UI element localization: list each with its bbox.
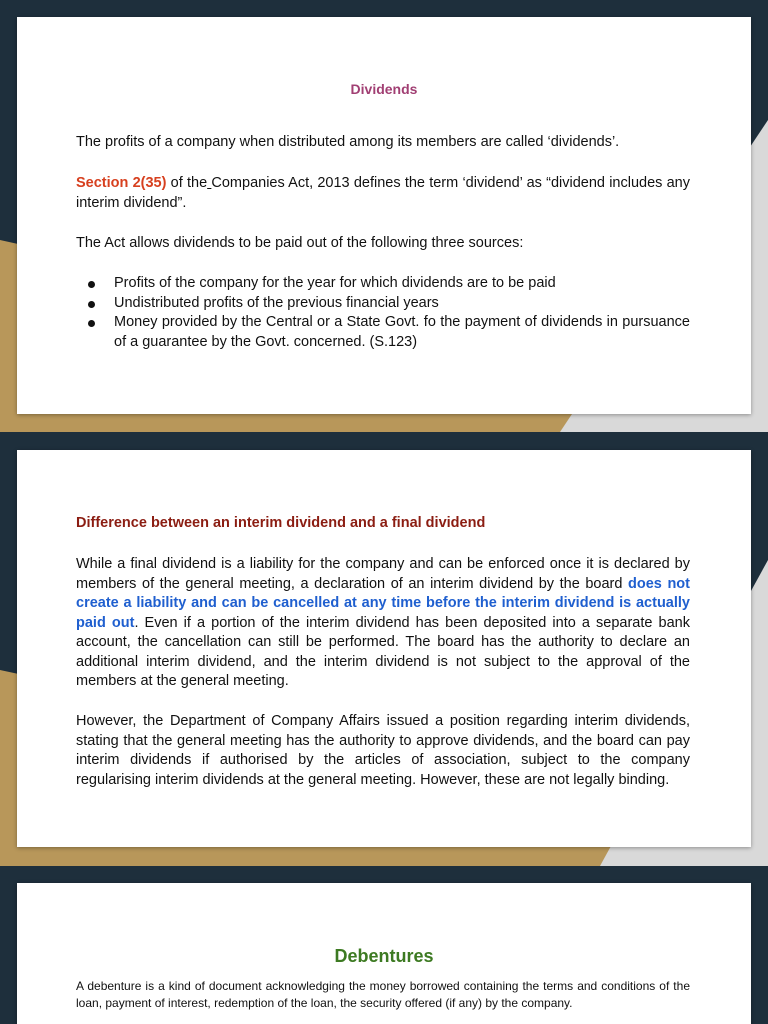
list-item: Money provided by the Central or a State Govt. fo the payment of dividends in pursuance of a guarantee by the Govt. concerned. (S.123) [76,313,690,352]
section-reference: Section 2(35) [76,175,167,191]
section-paragraph [76,174,690,213]
debenture-definition: A debenture is a kind of document acknowledging the money borrowed containing the terms and conditions of the loan, payment of interest, redemption of the loan, the security offered (if any) by the company. [76,979,690,1010]
paragraph-2: However, the Department of Company Affairs issued a position regarding interim dividends, stating that the general meeting has the authority to approve dividends, and the board can pay interim dividends if authorised by the articles of association, subject to the company regularising interim dividends at the general meeting. However, these are not legally binding. [76,713,690,788]
sources-intro: The Act allows dividends to be paid out of the following three sources: [76,235,524,251]
emphasis-text: does not create a liability and can be cancelled at any time before the interim dividend is actually paid out [76,575,690,631]
slide-interim-vs-final [17,450,751,847]
list-item: Undistributed profits of the previous financial years [76,294,690,314]
slide-title: Dividends [350,81,418,97]
slide-heading: Difference between an interim dividend and a final dividend [76,515,486,531]
slide-debentures [17,883,751,1024]
paragraph-1: While a final dividend is a liability for the company and can be enforced once it is declared by members of the general meeting, a declaration of an interim dividend by the board does not create a liability and can be cancelled at any time before the interim dividend is actually paid out. Even if a portion of the interim dividend has been deposited into a separate bank account, the cancellation can still be performed. The board has the authority to declare an additional interim dividend, and the interim dividend is not subject to the approval of the members at the general meeting. [76,556,690,689]
slide-dividends [17,17,751,414]
intro-paragraph: The profits of a company when distributed among its members are called ‘dividends’. [76,134,620,150]
sources-list [76,274,690,352]
bullet-icon [88,320,95,327]
bullet-icon [88,301,95,308]
section-text-a: of the [166,175,208,191]
slide-title: Debentures [334,946,434,966]
list-item: Profits of the company for the year for which dividends are to be paid [76,274,690,294]
section-text-b: Companies Act, 2013 defines the term ‘dividend’ as “dividend includes any interim dividend”. [76,175,690,211]
bullet-icon [88,281,95,288]
